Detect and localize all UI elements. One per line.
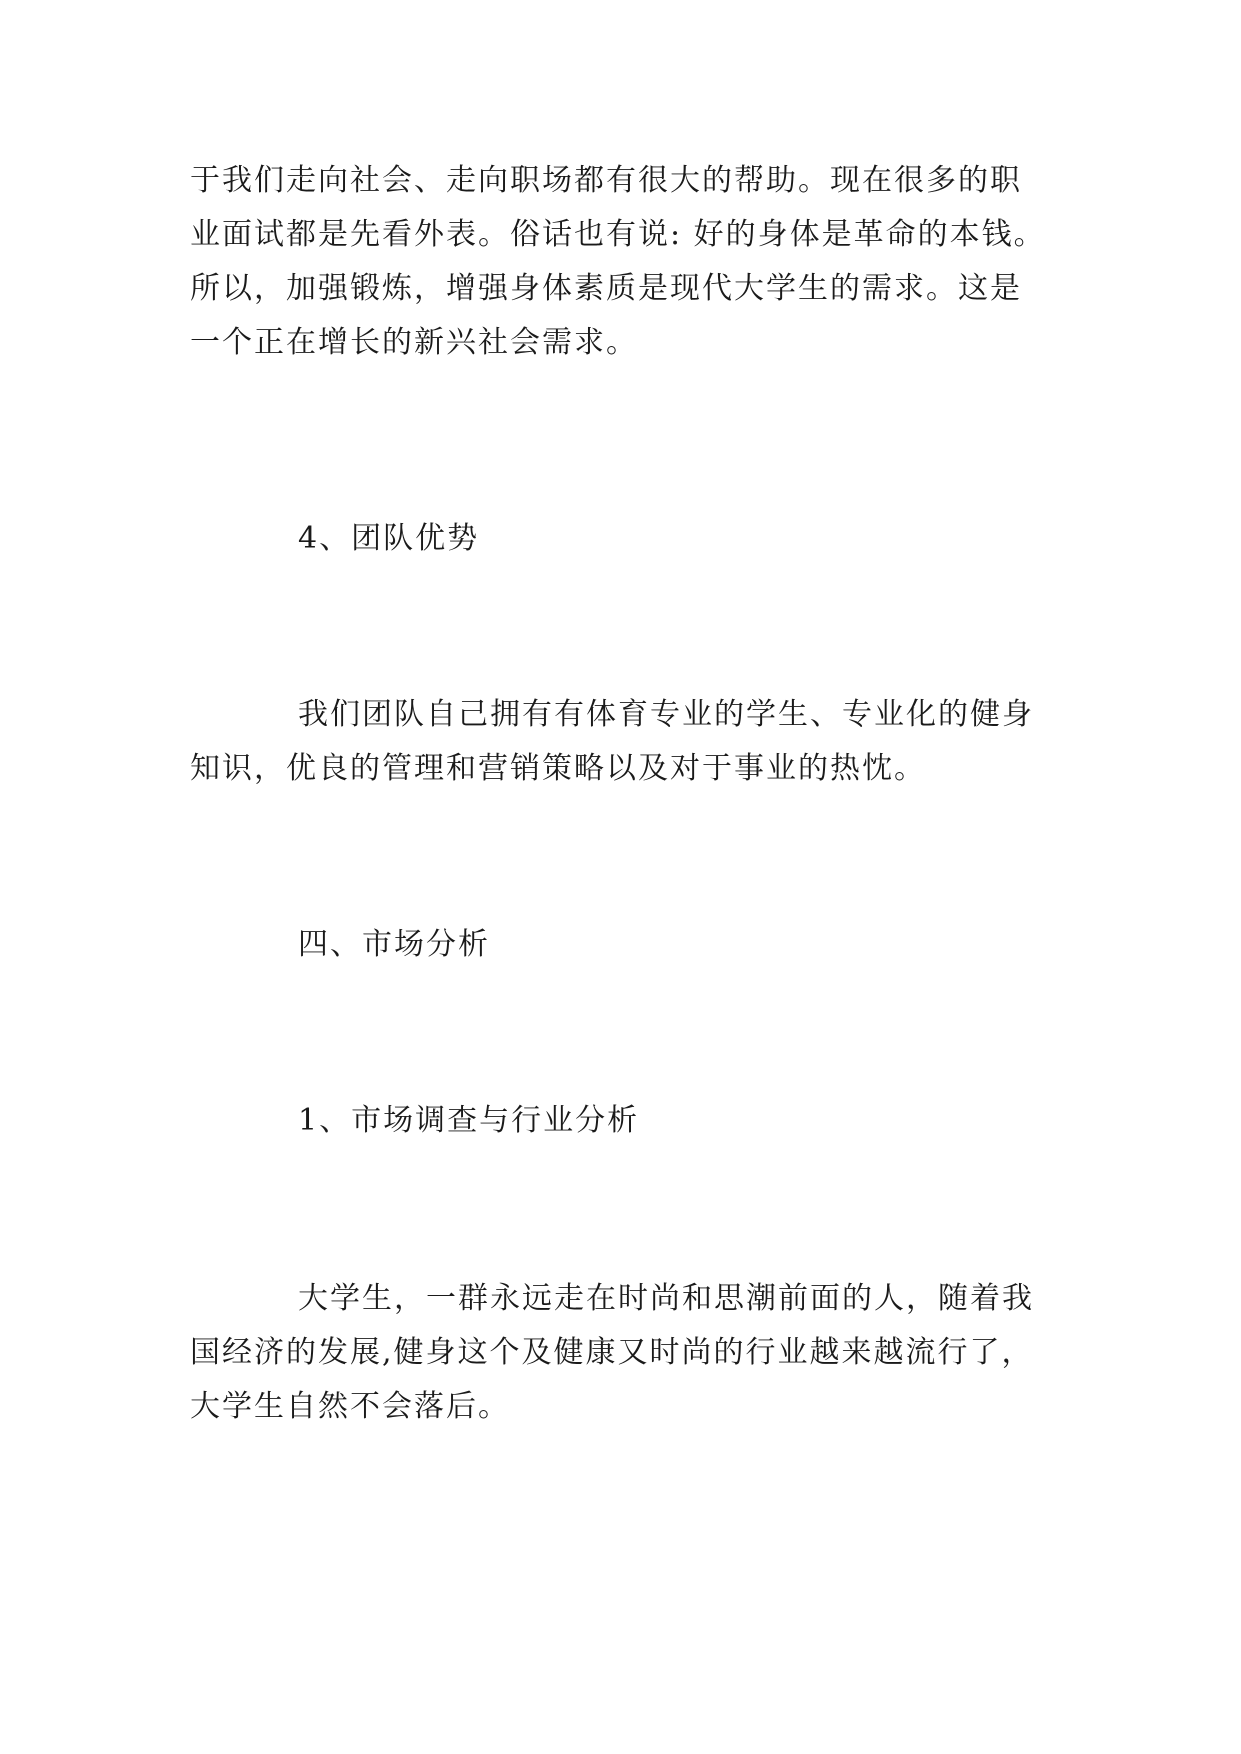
paragraph-line: 国经济的发展,健身这个及健康又时尚的行业越来越流行了，: [190, 1335, 1034, 1370]
paragraph-line: 一个正在增长的新兴社会需求。: [190, 325, 638, 360]
paragraph-body-3: [190, 1272, 1052, 1434]
section-heading-team-advantage: 4、团队优势: [298, 521, 480, 556]
paragraph-line: 大学生自然不会落后。: [190, 1389, 510, 1424]
paragraph-line: 于我们走向社会、走向职场都有很大的帮助。现在很多的职: [190, 163, 1022, 198]
paragraph-line: 业面试都是先看外表。俗话也有说: 好的身体是革命的本钱。: [190, 217, 1046, 252]
section-heading-market-survey: 1、市场调查与行业分析: [298, 1103, 640, 1138]
paragraph-line: 知识，优良的管理和营销策略以及对于事业的热忱。: [190, 751, 926, 786]
section-heading-market-analysis: 四、市场分析: [298, 927, 490, 962]
paragraph-body-1: [190, 154, 1052, 370]
paragraph-line: 我们团队自己拥有有体育专业的学生、专业化的健身: [298, 697, 1034, 732]
paragraph-line: 大学生，一群永远走在时尚和思潮前面的人，随着我: [298, 1281, 1034, 1316]
paragraph-line: 所以，加强锻炼，增强身体素质是现代大学生的需求。这是: [190, 271, 1022, 306]
paragraph-body-2: [190, 688, 1052, 796]
